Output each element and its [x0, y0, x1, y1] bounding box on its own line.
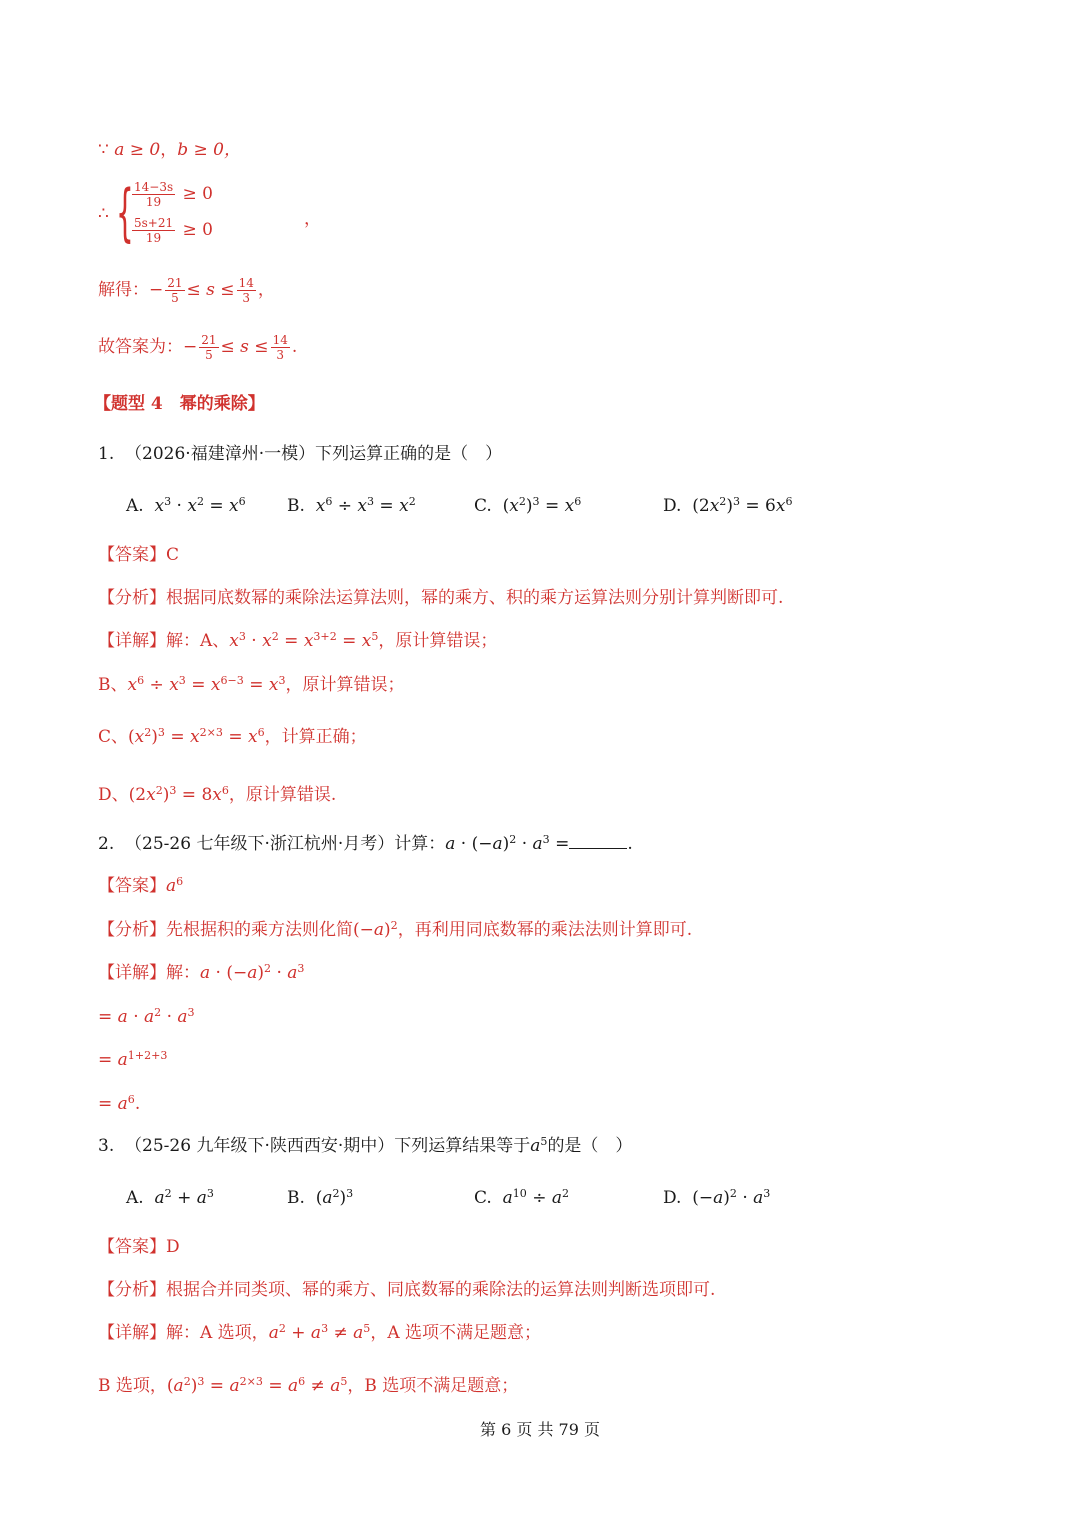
- option-a: A. $a^2 + a^3$: [126, 1186, 214, 1208]
- q2-answer: 【答案】$a^6$: [98, 874, 184, 896]
- q2-detail: 【详解】解：$a \cdot (-a)^2 \cdot a^3$: [98, 961, 305, 983]
- inequality-1: $\frac{14-3s}{19}$ ≥ 0: [134, 180, 213, 209]
- option-b: B. $(a^2)^3$: [287, 1186, 354, 1208]
- brace: {: [116, 176, 134, 249]
- document-page: ∵ a ≥ 0，b ≥ 0， ∴ { $\frac{14-3s}{19}$ ≥ 0 $\frac{5s+21}{19}$ ≥ 0 ， 解得：− $\frac{21}{5}$ ≤ s ≤ $\frac{14}{3}$ ， 故答案为：− $\frac{21}{5}$ ≤ s ≤ $\frac{14}{3}$ . 【题型 4 幂的乘除】 1. （2026·福建漳州·一模）下列运算正确的是（ ） A. $x^3 \cdot x^2 = x^6$ B. $x^6 \div x^3 = x^2$ C. $(x^2)^3 = x^6$ D. $(2x^2)^3 = 6x^6$ 【答案】C 【分析】根据同底数幂的乘除法运算法则，幂的乘方、积的乘方运算法则分别计算判断即可. 【详解】解：A、$x^3 \cdot x^2 = x^{3+2} = x^5$，原计算错误； B、$x^6 \div x^3 = x^{6-3} = x^3$，原计算错误； C、$(x^2)^3 = x^{2\times 3} = x^6$，计算正确； D、$(2x^2)^3 = 8x^6$，原计算错误. 2. （25-26 七年级下·浙江杭州·月考）计算：$a \cdot (-a)^2 \cdot a^3$ = . 【答案】$a^6$ 【分析】先根据积的乘方法则化简$(-a)^2$，再利用同底数幂的乘法法则计算即可. 【详解】解：$a \cdot (-a)^2 \cdot a^3$ = $a \cdot a^2 \cdot a^3$ = $a^{1+2+3}$ = $a^6$. 3. （25-26 九年级下·陕西西安·期中）下列运算结果等于$a^5$的是（ ） A. $a^2 + a^3$ B. $(a^2)^3$ C. $a^{10} \div a^2$ D. $(-a)^2 \cdot a^3$ 【答案】D 【分析】根据合并同类项、幂的乘方、同底数幂的乘除法的运算法则判断选项即可. 【详解】解：A 选项，$a^2 + a^3 \ne a^5$，A 选项不满足题意； B 选项，$(a^2)^3 = a^{2\times 3} = a^6 \ne a^5$，B 选项不满足题意； 第 6 页 共 79 页: [0, 0, 1080, 1527]
- option-a: A. $x^3 \cdot x^2 = x^6$: [126, 494, 246, 516]
- q1-detail-c: C、$(x^2)^3 = x^{2\times 3} = x^6$，计算正确；: [98, 725, 367, 747]
- q2-analysis: 【分析】先根据积的乘方法则化简$(-a)^2$，再利用同底数幂的乘法法则计算即可.: [98, 918, 693, 940]
- question-3: 3. （25-26 九年级下·陕西西安·期中）下列运算结果等于$a^5$的是（ ）: [98, 1134, 633, 1156]
- q1-answer: 【答案】C: [98, 545, 180, 565]
- option-d: D. $(-a)^2 \cdot a^3$: [663, 1186, 771, 1208]
- cond-a: a ≥ 0: [114, 140, 161, 160]
- q2-step-2: = $a^{1+2+3}$: [98, 1048, 168, 1070]
- option-b: B. $x^6 \div x^3 = x^2$: [287, 494, 416, 516]
- inequality-2: $\frac{5s+21}{19}$ ≥ 0: [134, 216, 213, 245]
- q1-detail-d: D、$(2x^2)^3 = 8x^6$，原计算错误.: [98, 783, 337, 805]
- cond-b: b ≥ 0，: [177, 140, 241, 160]
- option-c: C. $a^{10} \div a^2$: [474, 1186, 570, 1208]
- q3-answer: 【答案】D: [98, 1237, 180, 1257]
- section-heading: 【题型 4 幂的乘除】: [94, 394, 265, 414]
- page-footer: 第 6 页 共 79 页: [480, 1420, 600, 1439]
- solution-line: 解得：− $\frac{21}{5}$ ≤ s ≤ $\frac{14}{3}$ ，: [98, 276, 275, 305]
- question-1: 1. （2026·福建漳州·一模）下列运算正确的是（ ）: [98, 444, 503, 464]
- q2-step-1: = $a \cdot a^2 \cdot a^3$: [98, 1005, 195, 1027]
- given-conditions: ∵ a ≥ 0，b ≥ 0，: [98, 140, 241, 160]
- q2-step-3: = $a^6$.: [98, 1092, 141, 1114]
- q1-analysis: 【分析】根据同底数幂的乘除法运算法则，幂的乘方、积的乘方运算法则分别计算判断即可.: [98, 588, 784, 608]
- option-c: C. $(x^2)^3 = x^6$: [474, 494, 582, 516]
- option-d: D. $(2x^2)^3 = 6x^6$: [663, 494, 793, 516]
- final-answer-line: 故答案为：− $\frac{21}{5}$ ≤ s ≤ $\frac{14}{3}$ .: [98, 333, 298, 362]
- q3-detail-b: B 选项，$(a^2)^3 = a^{2\times 3} = a^6 \ne a^5$，B 选项不满足题意；: [98, 1374, 519, 1396]
- q1-detail-a: 【详解】解：A、$x^3 \cdot x^2 = x^{3+2} = x^5$，原计算错误；: [98, 629, 498, 651]
- question-2: 2. （25-26 七年级下·浙江杭州·月考）计算：$a \cdot (-a)^2 \cdot a^3$ = .: [98, 832, 633, 854]
- q3-detail-a: 【详解】解：A 选项，$a^2 + a^3 \ne a^5$，A 选项不满足题意；: [98, 1321, 542, 1343]
- q1-detail-b: B、$x^6 \div x^3 = x^{6-3} = x^3$，原计算错误；: [98, 673, 405, 695]
- q3-analysis: 【分析】根据合并同类项、幂的乘方、同底数幂的乘除法的运算法则判断选项即可.: [98, 1280, 716, 1300]
- answer-blank[interactable]: [569, 832, 627, 849]
